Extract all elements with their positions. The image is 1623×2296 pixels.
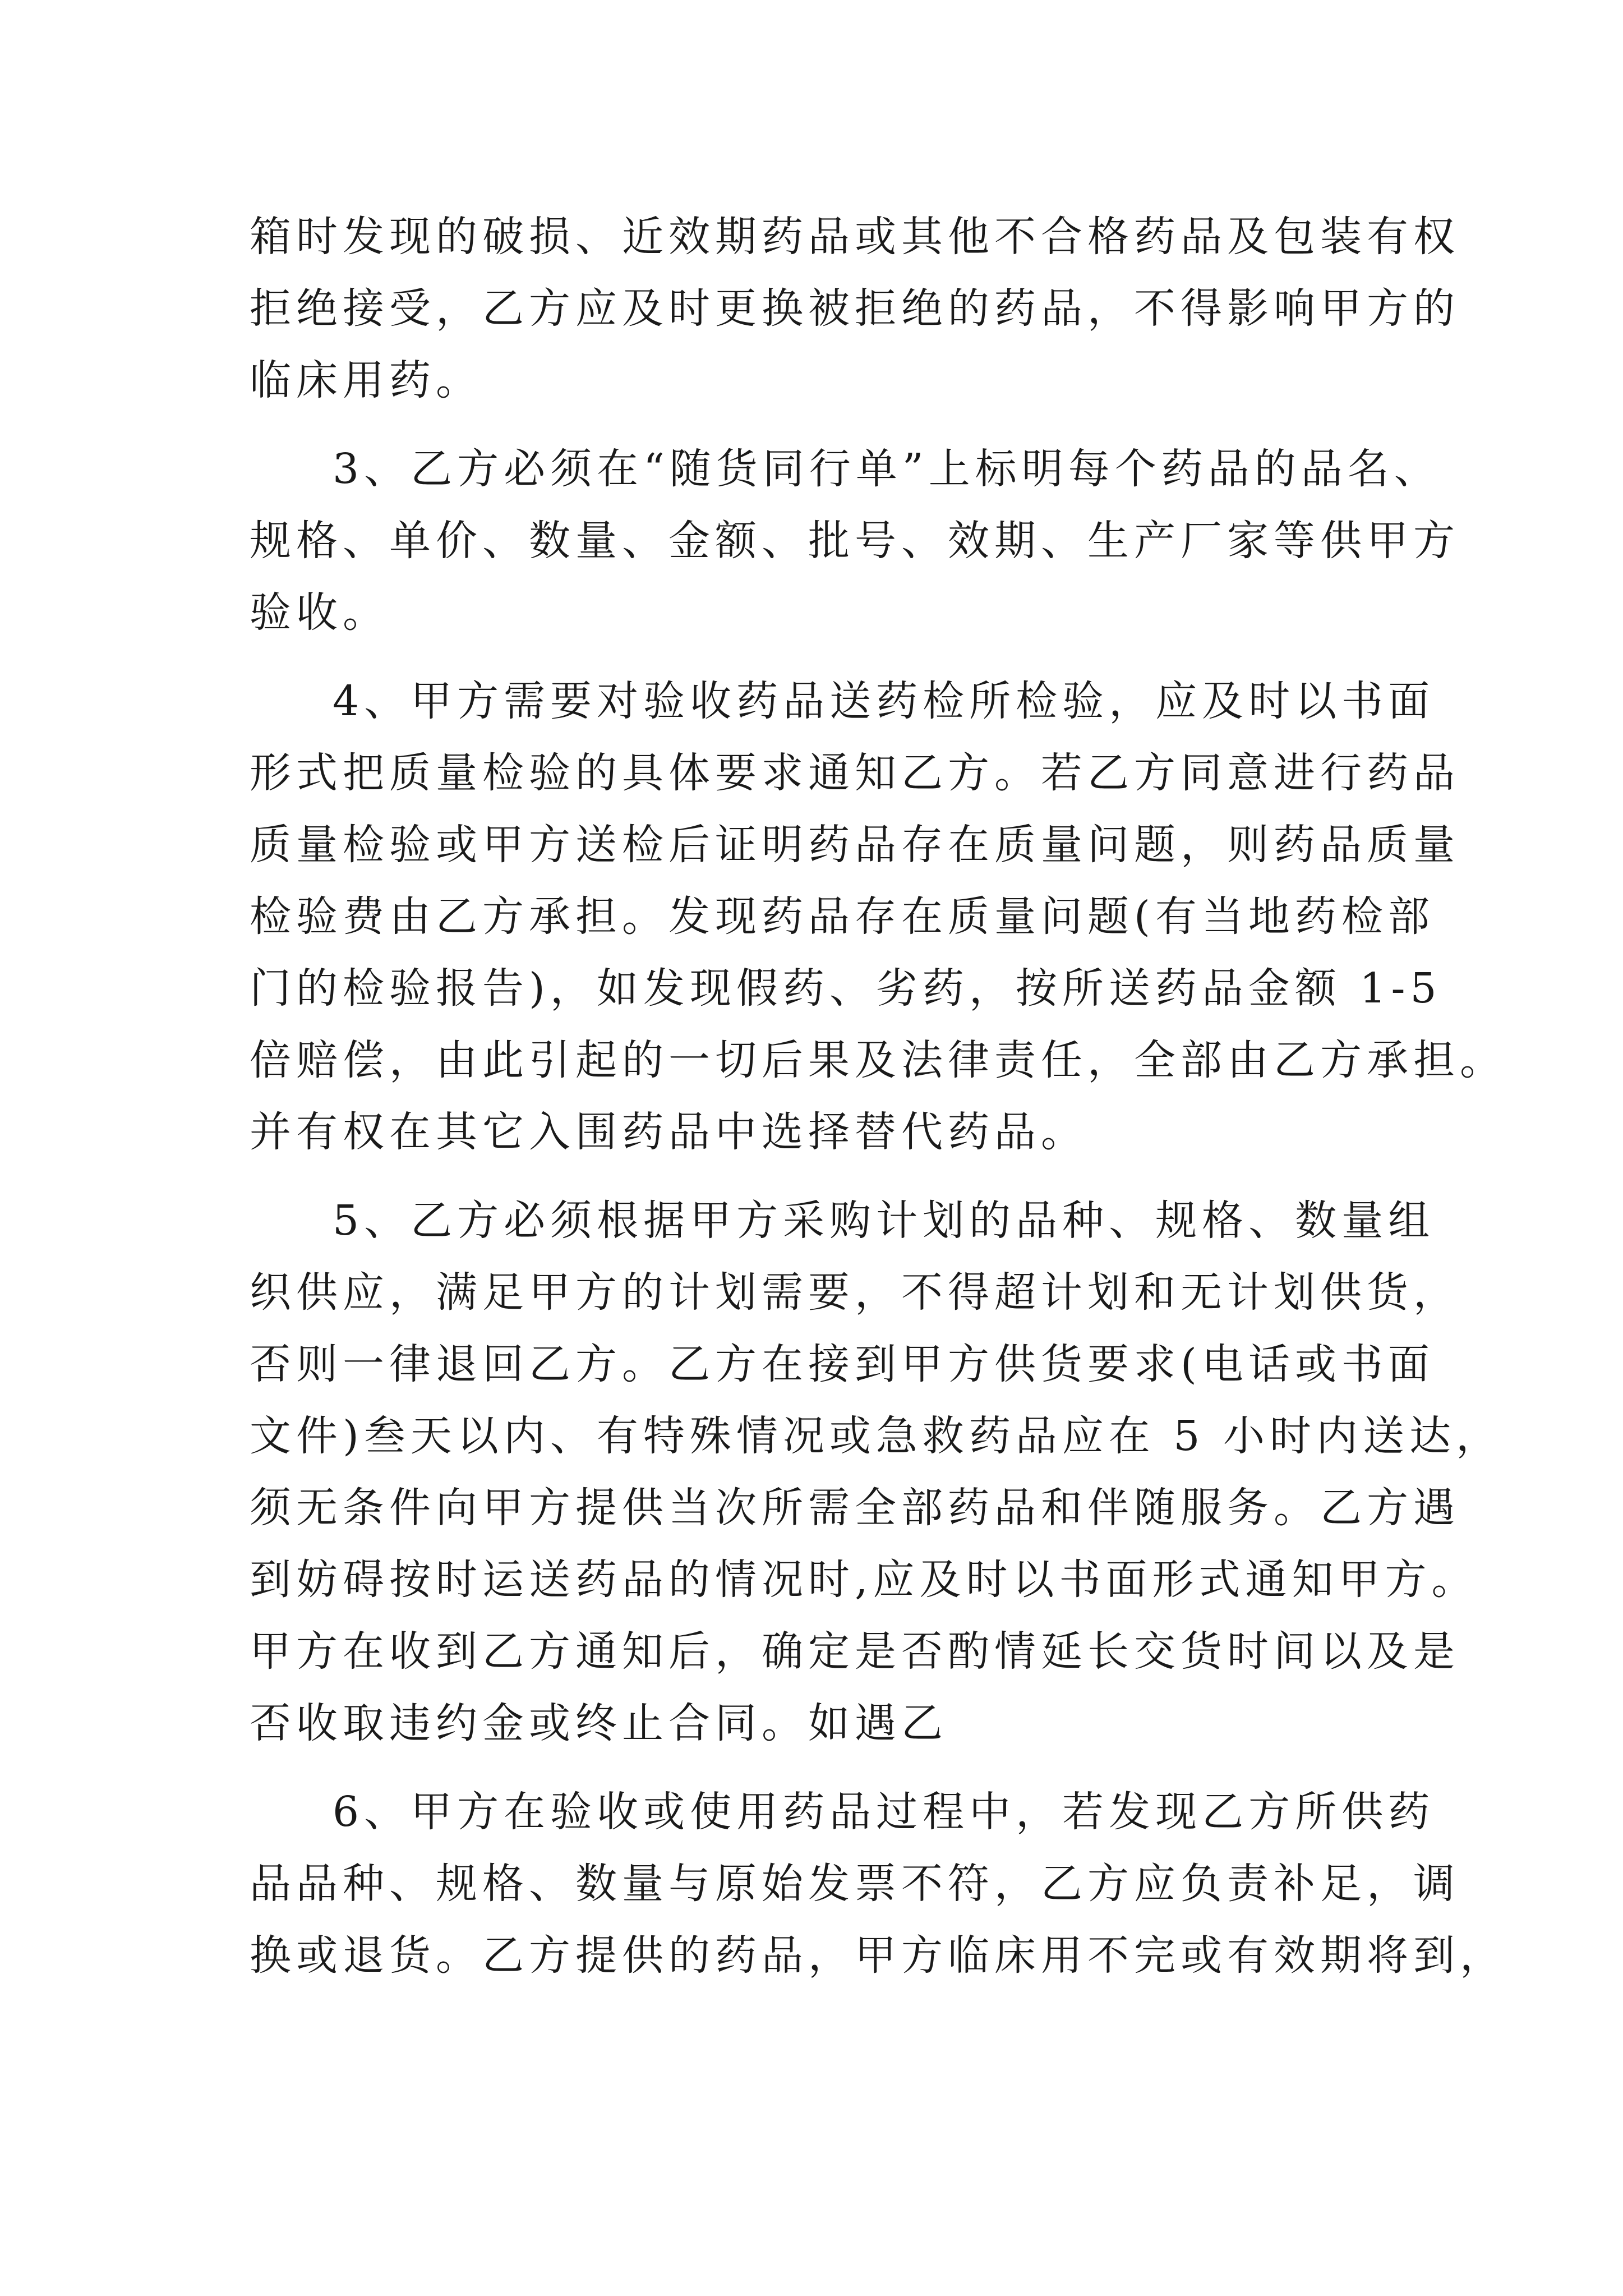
text-line: 换或退货。乙方提供的药品，甲方临床用不完或有效期将到， [250, 1931, 1506, 1980]
text-line: 到妨碍按时运送药品的情况时,应及时以书面形式通知甲方。 [250, 1556, 1478, 1604]
text-line: 品品种、规格、数量与原始发票不符，乙方应负责补足，调 [250, 1860, 1460, 1908]
text-line: 文件)叁天以内、有特殊情况或急救药品应在 5 小时内送达， [250, 1412, 1502, 1460]
text-line: 否收取违约金或终止合同。如遇乙 [250, 1699, 948, 1747]
text-line: 须无条件向甲方提供当次所需全部药品和伴随服务。乙方遇 [250, 1484, 1460, 1532]
text-line: 质量检验或甲方送检后证明药品存在质量问题，则药品质量 [250, 821, 1460, 869]
text-line: 倍赔偿，由此引起的一切后果及法律责任，全部由乙方承担。 [250, 1036, 1506, 1084]
text-line: 拒绝接受，乙方应及时更换被拒绝的药品，不得影响甲方的 [250, 284, 1460, 333]
contract-text [250, 201, 1506, 1991]
clause-4-first-line: 4、甲方需要对验收药品送药检所检验，应及时以书面 [333, 677, 1435, 725]
text-line: 验收。 [250, 588, 389, 637]
text-line: 织供应，满足甲方的计划需要，不得超计划和无计划供货， [250, 1268, 1460, 1317]
text-line: 门的检验报告)，如发现假药、劣药，按所送药品金额 1-5 [250, 964, 1442, 1013]
clause-3-first-line: 3、乙方必须在“随货同行单”上标明每个药品的品名、 [333, 445, 1441, 493]
clause-5-first-line: 5、乙方必须根据甲方采购计划的品种、规格、数量组 [333, 1197, 1435, 1245]
text-line: 临床用药。 [250, 356, 482, 404]
text-line: 否则一律退回乙方。乙方在接到甲方供货要求(电话或书面 [250, 1340, 1435, 1388]
text-line: 并有权在其它入围药品中选择替代药品。 [250, 1108, 1087, 1156]
text-line: 规格、单价、数量、金额、批号、效期、生产厂家等供甲方 [250, 517, 1460, 565]
text-line: 检验费由乙方承担。发现药品存在质量问题(有当地药检部 [250, 892, 1435, 941]
text-line: 甲方在收到乙方通知后，确定是否酌情延长交货时间以及是 [250, 1627, 1460, 1676]
text-line: 箱时发现的破损、近效期药品或其他不合格药品及包装有权 [250, 213, 1460, 261]
clause-6-first-line: 6、甲方在验收或使用药品过程中，若发现乙方所供药 [333, 1788, 1435, 1836]
text-line: 形式把质量检验的具体要求通知乙方。若乙方同意进行药品 [250, 749, 1460, 797]
